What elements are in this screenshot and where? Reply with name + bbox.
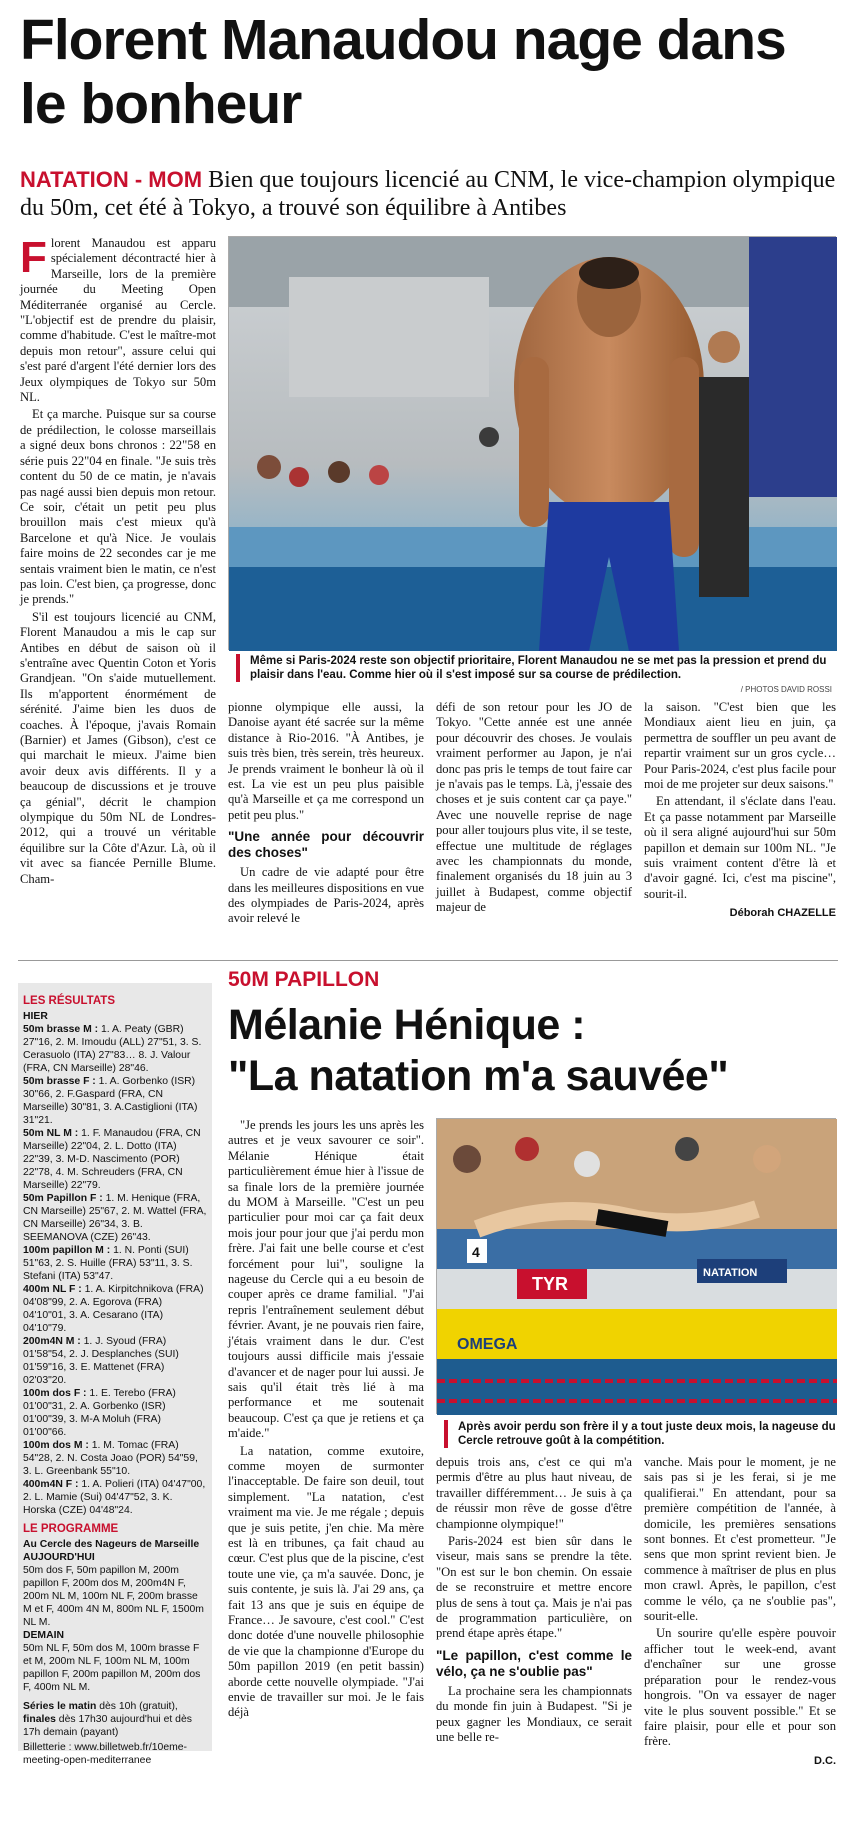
paragraph: pionne olympique elle aussi, la Danoise ayant été sacrée sur la même distance à Rio-2016. "À Antibes, je suis très bien, très serein, très heureux. Je prends vraiment le bonheur là où il est. La vie est un peu plus paisible qu'à Marseille et ça me correspond un petit peu plus." [228,700,424,822]
result-entry: 50m NL M : 1. F. Manaudou (FRA, CN Marseille) 22"04, 2. L. Dotto (ITA) 22"39, 3. M-D. Nascimento (POR) 22"78, 4. M. Schreuders (FRA, CN Marseille) 22"79. [23,1128,201,1191]
standfirst: Bien que toujours licencié au CNM, le vice-champion olympique du 50m, cet été à Tokyo, a trouvé son équilibre à Antibes [20,167,836,221]
banner-text-natation: NATATION [703,1267,758,1279]
pool-start-photo-illustration [437,1119,837,1415]
paragraph: la saison. "C'est bien que les Mondiaux aient lieu en juin, ça permettra de souffler un peu avant de repartir vraiment sur un gros cycle… Pour Paris-2024, c'est plus facile pour moi de me projeter sur deux saisons." [644,700,836,792]
author-signature-2: D.C. [814,1754,836,1767]
banner-text-omega: OMEGA [457,1336,518,1353]
section-divider [18,960,838,961]
paragraph: Un sourire qu'elle espère pouvoir afficher tout le week-end, avant d'enchaîner sur une grosse préparation pour le rendez-vous hongrois. "On va essayer de nager vite le plus souvent possible." Et se faire plaisir, pour elle et pour son frère. [644,1626,836,1749]
article1-column-2 [228,700,424,929]
paragraph: lorent Manaudou est apparu spécialement décontracté hier à Marseille, lors de la première journée du Meeting Open Méditerranée organisé au Cercle. "L'objectif est de prendre du plaisir, comme d'habitude. C'est le maître-mot depuis mon retour", assure celui qui s'est paré d'argent l'été dernier lors des Jeux olympiques de Tokyo sur 50m NL. [20,236,216,405]
result-entry: 100m dos M : 1. M. Tomac (FRA) 54"28, 2. N. Costa Joao (POR) 54"59, 3. L. Greenbank 55"10. [23,1440,198,1477]
author-signature: Déborah CHAZELLE [729,907,836,920]
banner-text-tyr: TYR [532,1274,568,1294]
result-entry: 100m dos F : 1. E. Terebo (FRA) 01'00"31, 2. A. Gorbenko (ISR) 01'00"39, 3. M-A Moluh (FRA) 01'00"66. [23,1388,176,1438]
results-day: HIER [23,1011,48,1022]
article2-column-2 [436,1455,632,1748]
swimmer-photo-illustration [229,237,837,651]
paragraph: La prochaine sera les championnats du monde fin juin à Budapest. "Si je peux gagner les Mondiaux, ce serait une belle re- [436,1683,632,1745]
result-entry: 400m4N F : 1. A. Polieri (ITA) 04'47"00, 2. L. Mamie (Sui) 04'47"52, 3. K. Horska (CZE) 04'48"24. [23,1479,206,1516]
subheadline [20,166,840,222]
programme-today-events: 50m dos F, 50m papillon M, 200m papillon F, 200m dos M, 200m4N F, 200m NL M, 100m NL F, 200m brasse M et F, 400m 4N M, 800m NL F, 1500m NL M. [23,1565,204,1628]
paragraph: S'il est toujours licencié au CNM, Florent Manaudou a mis le cap sur Antibes en début de saison où il s'entraîne avec Quentin Coton et Yoris Grandjean. "On s'aide mutuellement. Ils m'apportent énormément de sérénité. J'aime bien les duos de coaches. À l'époque, j'avais Romain (Barnier) et James (Gibson), c'est ce qui marchait le mieux. J'aime bien avoir deux avis différents. Il y a beaucoup de discussions et je trouve ça génial", décrit le champion olympique du 50m NL de Londres-2012, qui a trouvé un véritable équilibre sur la Côte d'Azur. Là, où il vit avec sa fiancée Pernille Blume. Cham- [20,609,216,886]
paragraph: Paris-2024 est bien sûr dans le viseur, mais sans se prendre la tête. "On est sur le bon chemin. On essaie de se reconstruire et mettre encore plus de sens à tout ça. Mais je n'ai pas de programmation particulière, on prend étape après étape." [436,1534,632,1641]
intertitle-2: "Le papillon, c'est comme le vélo, ça ne s'oublie pas" [436,1647,632,1679]
results-sidebar [18,983,212,1766]
headline-2: Mélanie Hénique : "La natation m'a sauvée" [228,1001,729,1100]
photo-caption-2: Après avoir perdu son frère il y a tout juste deux mois, la nageuse du Cercle retrouve goût à la compétition. [444,1420,836,1448]
results-title: LES RÉSULTATS [23,995,115,1007]
paragraph: Et ça marche. Puisque sur sa course de prédilection, le colosse marseillais a signé deux bons chronos : 22"58 en série puis 22"04 en finale. "Je suis très content du 50 de ce matin, je n'avais pas nagé aussi bien depuis mon retour. Ce soir, c'était un petit peu plus brouillon mais c'est mieux qu'à Barcelone et qu'à Nice. Je voulais faire moins de 22 secondes car je me sentais vraiment bien le matin, ce n'est pas loin. C'est bien, ça progresse, donc je prends." [20,407,216,607]
paragraph: La natation, comme exutoire, comme moyen de surmonter l'inacceptable. De faire son deuil, tout simplement. "La natation, c'est vraiment ma vie. Je me régale ; depuis que je suis petite, j'en chie. Ma mère est là en tribunes, ça fait chaud au cœur. C'est plus que de la piscine, c'est toute une vie, ça m'a sauvée. Donc, je suis contente, je suis là. J'ai 29 ans, ça fait 13 ans que je suis en équipe de France… Je savoure, c'est cool." C'est donc dotée d'une nouvelle philosophie de vie que la championne d'Europe du 50m papillon 2019 (en petit bassin) aborde cette nouvelle olympiade. "J'ai envie de travailler sur moi. Je le fais déjà [228,1443,424,1720]
article2-column-1 [228,1118,424,1798]
result-entry: 400m NL F : 1. A. Kirpitchnikova (FRA) 04'08"99, 2. A. Egorova (FRA) 04'10"01, 3. A. Cesarano (ITA) 04'10"79. [23,1284,204,1334]
result-entry: 50m brasse F : 1. A. Gorbenko (ISR) 30"66, 2. F.Gaspard (FRA, CN Marseille) 30"81, 3. A.Castiglioni (ITA) 31"21. [23,1076,198,1126]
drop-cap: F [20,233,47,282]
section-kicker-2: 50M PAPILLON [228,968,380,991]
result-entry: 50m Papillon F : 1. M. Henique (FRA, CN Marseille) 25"67, 2. M. Wattel (FRA, CN Marseille) 26"34, 3. B. SEEMANOVA (CZE) 26"43. [23,1193,207,1243]
headline: Florent Manaudou nage dans le bonheur [20,8,786,136]
lane-number: 4 [472,1244,480,1260]
intertitle: "Une année pour découvrir des choses" [228,829,424,861]
programme-title: LE PROGRAMME [23,1523,119,1535]
result-entry: 200m4N M : 1. J. Syoud (FRA) 01'58"54, 2. J. Desplanches (SUI) 01'59"16, 3. E. Mattenet (FRA) 02'03"20. [23,1336,179,1386]
programme-today: AUJOURD'HUI [23,1552,95,1563]
article1-column-4 [644,700,836,922]
paragraph: En attendant, il s'éclate dans l'eau. Et ça passe notamment par Marseille où il sera aligné aujourd'hui sur 50m papillon et demain sur 100m NL. "Je suis vraiment content d'être là et d'avoir gagné. Ici, c'est ma piscine", sourit-il. [644,794,836,901]
article1-column-3 [436,700,632,918]
photo-credit: / PHOTOS DAVID ROSSI [740,685,832,694]
programme-tomorrow: DEMAIN [23,1630,64,1641]
article2-column-3 [644,1455,836,1769]
ticketing-link[interactable]: Billetterie : www.billetweb.fr/10eme-meeting-open-mediterranee [23,1742,188,1766]
paragraph: Un cadre de vie adapté pour être dans les meilleures dispositions en vue des olympiades de Paris-2024, après avoir relevé le [228,865,424,926]
schedule-info: Séries le matin dès 10h (gratuit), finales dès 17h30 aujourd'hui et dès 17h demain (payant) [23,1701,192,1738]
programme-tomorrow-events: 50m NL F, 50m dos M, 100m brasse F et M, 200m NL F, 100m NL M, 100m papillon F, 200m papillon M, 200m dos F, 400m NL M. [23,1643,201,1693]
photo-melanie-henique [436,1118,836,1414]
paragraph: depuis trois ans, c'est ce qui m'a permis d'être au plus haut niveau, de travailler différemment… Je suis à ça de réussir mon rêve de gosse d'être championne olympique!" [436,1455,632,1531]
paragraph: défi de son retour pour les JO de Tokyo. "Cette année est une année pour découvrir des choses. Je voulais vraiment performer au Japon, je n'ai donc pas pris le temps de tout faire car je n'avais pas le temps. Là, j'essaie des choses et je suis content car ça paye." Avec une nouvelle reprise de nage pour aller toujours plus vite, il se teste, effectue une multitude de réglages avec les championnats du monde, finalement organisés du 18 juin au 3 juillet à Budapest, comme objectif majeur de [436,700,632,915]
paragraph: vanche. Mais pour le moment, je ne sais pas si je les ferai, si je me qualifierai." En attendant, pour sa première compétition de l'année, à domicile, les premières sensations sont bonnes. Et c'est prometteur. "Je sens que mon sprint revient bien. Je commence à maîtriser de plus en plus mon crawl. Après, le papillon, c'est comme le vélo, ça ne s'oublie pas", sourit-elle. [644,1455,836,1624]
programme-venue: Au Cercle des Nageurs de Marseille [23,1539,200,1550]
paragraph: "Je prends les jours les uns après les autres et je veux savourer ce soir". Mélanie Hénique était particulièrement émue hier à l'issue de sa finale lors de la première journée du MOM à Marseille. "C'est un peu particulier pour moi car ça fait deux mois jour pour jour que j'ai perdu mon frère. J'ai fait une belle course et c'est forcément pour lui", souligne la nageuse du Cercle qui a eu besoin de couper après ce drame familial. "J'ai repris l'entraînement seulement début février. Avant, je ne pouvais rien faire, j'étais vraiment dans le dur. C'est toujours aussi difficile mais j'essaie d'avancer et de nager pour lui aussi. Je sais qu'il était très lié à ma performance et me soutenait beaucoup. C'est ça que je retiens et ça m'aide." [228,1118,424,1441]
photo-caption: Même si Paris-2024 reste son objectif prioritaire, Florent Manaudou ne se met pas la pression et prend du plaisir dans l'eau. Comme hier où il s'est imposé sur sa course de prédilection. [236,654,832,682]
photo-florent-manaudou [228,236,836,650]
article1-column-1 [20,233,216,956]
section-kicker: NATATION - MOM [20,167,203,192]
result-entry: 100m papillon M : 1. N. Ponti (SUI) 51"63, 2. S. Huille (FRA) 53"11, 3. S. Stefani (ITA) 53"47. [23,1245,193,1282]
result-entry: 50m brasse M : 1. A. Peaty (GBR) 27"16, 2. M. Imoudu (ALL) 27"51, 3. S. Cerasuolo (ITA) 27"83… 8. J. Valour (FRA, CN Marseille) 28"46. [23,1024,202,1074]
